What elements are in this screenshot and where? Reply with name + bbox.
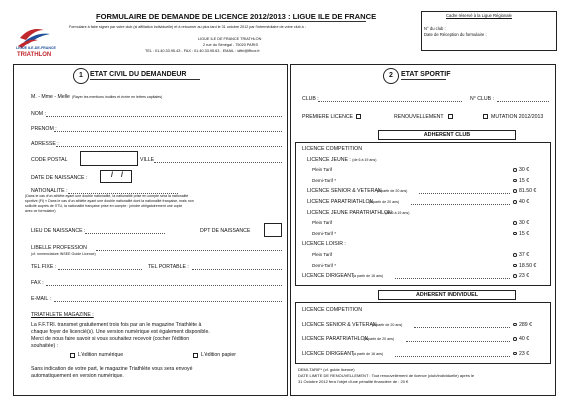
mutation-checkbox[interactable] [483,114,488,119]
prenom-label: PRENOM : [31,126,57,132]
club-row-label: Demi-Tarif * [312,262,336,268]
section-number-1: 1 [73,68,89,84]
club-row-label: LICENCE LOISIR : [302,241,346,248]
renouvellement-label: RENOUVELLEMENT [394,114,444,120]
tel-portable-field[interactable] [192,269,282,270]
edition-papier-checkbox[interactable] [193,353,198,358]
indiv-row-hint: (à partir de 20 ans) [363,337,395,341]
profession-field[interactable] [96,250,282,251]
nom-field[interactable] [46,116,282,117]
etat-sportif-underline [401,79,446,80]
club-price: 30 € [519,167,530,174]
indiv-row-hint: (à partir de 16 ans) [352,351,384,356]
club-price-radio[interactable] [513,253,517,257]
club-price: 23 € [519,273,530,280]
club-no-label: N° du club : [424,26,446,31]
etat-civil-title: ETAT CIVIL DU DEMANDEUR [90,71,187,78]
libelle-profession-label: LIBELLE PROFESSION [31,245,87,251]
club-row-label: Demi-Tarif * [312,177,336,183]
tel-portable-label: TEL PORTABLE : [148,264,189,270]
club-price-radio[interactable] [513,179,517,183]
club-row-hint: (à partir de 20 ans) [377,189,408,194]
lieu-naissance-label: LIEU DE NAISSANCE : [31,228,86,234]
magazine-note-2: automatiquement en version numérique. [31,373,124,379]
title-underline [96,21,366,22]
magazine-text-2: chaque foyer de licencié(s). Une version numérique est également disponible. [31,329,210,335]
club-price-radio[interactable] [513,168,517,172]
indiv-row-label: LICENCE COMPETITION [302,307,362,313]
magazine-text-4: souhaitée) : [31,343,59,349]
org-name: LIGUE ILE DE FRANCE TRIATHLON [198,37,262,41]
indiv-leader [406,341,510,342]
magazine-text-1: La F.F.TRI. transmet gratuitement trois fois par an le magazine Triathlète à [31,322,202,328]
club-leader [395,278,510,279]
club-price-radio[interactable] [513,189,517,193]
tel-fixe-field[interactable] [58,269,142,270]
logo-text-2: TRIATHLON [17,52,52,58]
indiv-price-radio[interactable] [513,323,517,327]
indiv-row-label: LICENCE SENIOR & VETERAN [302,321,377,328]
indiv-price: 289 € [519,321,532,328]
club-price-radio[interactable] [513,232,517,236]
club-row-label: Plein Tarif [312,167,333,173]
indiv-price: 40 € [519,336,530,342]
dpt-naissance-label: DPT DE NAISSANCE [200,228,251,234]
club-row-hint: (à partir de 20 ans) [368,200,400,204]
nat-note-2: sportive (FI) « Dans le cas d'un athlète ayant une double nationalité dont la nationalité française, mais non [25,199,194,203]
club-row-hint: (à partir de 16 ans) [352,274,384,279]
org-contact: TEL : 01.40.33.95.43 - FAX : 01.40.33.95.63 - EMAIL : idftri@ffbox.fr [145,49,260,53]
club-row-label: LICENCE SENIOR & VETERAN [307,188,382,195]
club-row-label: LICENCE DIRIGEANT [302,273,355,280]
code-postal-field[interactable] [80,151,138,166]
club-price-radio[interactable] [513,264,517,268]
section-number-2: 2 [383,68,399,84]
indiv-price-radio[interactable] [513,337,517,341]
premiere-licence-checkbox[interactable] [356,114,361,119]
club-price: 18.50 € [519,262,537,269]
adresse-label: ADRESSE : [31,141,59,147]
prenom-field[interactable] [54,131,282,132]
org-address: 2 rue du Sénégal - 75020 PARIS [203,43,259,47]
fax-field[interactable] [46,285,282,286]
reserved-title: Cadre réservé à la Ligue Régionale [446,13,512,18]
magazine-title: TRIATHLETE MAGAZINE : [31,312,94,318]
nom-label: NOM : [31,111,46,117]
profession-hint: (cf. nomenclature INSEE Guide Licence) [31,252,96,256]
club-field[interactable] [318,101,462,102]
club-row-label: LICENCE COMPETITION [302,146,362,152]
club-price: 30 € [519,220,530,227]
lieu-naissance-field[interactable] [85,233,165,234]
civility-label: M. - Mme - Melle [31,94,70,100]
tel-fixe-label: TEL FIXE : [31,264,57,270]
etat-civil-underline [90,79,200,80]
edition-numerique-checkbox[interactable] [70,353,75,358]
nat-note-3: sollicité auprès de l'ITU, la nationalité française prise en compte : joindre obligatoirement une copie [25,204,183,208]
club-price: 15 € [519,230,530,237]
num-club-field[interactable] [497,101,549,102]
club-row-label: LICENCE JEUNE PARATRIATHLON [307,209,392,216]
late-note-2: 31 Octobre 2012 fera l'objet d'une pénalité financière de : 20 € [298,379,409,384]
ligue-logo [14,22,64,66]
club-row-label: Demi-Tarif * [312,230,336,236]
indiv-row-hint: (à partir de 20 ans) [372,322,403,327]
reception-label: Date de Réception du formulaire : [424,32,487,37]
mutation-label: MUTATION 2012/2013 [491,114,544,120]
etat-sportif-title: ETAT SPORTIF [401,71,451,78]
ville-label: VILLE [140,157,155,163]
club-row-label: LICENCE PARATRIATHLON [307,199,374,205]
date-naissance-label: DATE DE NAISSANCE : [31,175,88,181]
date-naissance-field[interactable] [100,170,132,183]
club-price: 15 € [519,177,530,184]
page-title: FORMULAIRE DE DEMANDE DE LICENCE 2012/2013 : LIGUE ILE DE FRANCE [96,12,377,21]
edition-numerique-label: L'édition numérique [78,352,124,358]
num-club-label: N° CLUB : [470,96,494,102]
indiv-price: 23 € [519,350,530,357]
club-row-label: Plein Tarif [312,252,333,257]
club-price-radio[interactable] [513,200,517,204]
renouvellement-checkbox[interactable] [448,114,453,119]
indiv-row-label: LICENCE DIRIGEANT [302,350,355,357]
date-sep-2: / [121,172,123,179]
page-subtitle: Formulaire à faire signer par votre club (si affiliation individuelle) et à retourner au plus tard le 31 octobre 2012 par l'intermédiaire de votre club à : [69,25,306,29]
dpt-naissance-field[interactable] [264,223,282,237]
late-note-1: DATE LIMITE DE RENOUVELLEMENT : Tout renouvellement de licence (club/individuelle) après le [298,373,475,378]
adherent-individuel-header: ADHERENT INDIVIDUEL [378,290,516,300]
triathlon-logo-icon [14,22,64,66]
club-price: 37 € [519,252,530,258]
magazine-note-1: Sans indication de votre part, le magazine Triathlète vous sera envoyé [31,366,193,372]
code-postal-label: CODE POSTAL [31,157,68,163]
club-row-hint: (de 6 à 19 ans) [352,157,377,162]
club-price: 81.50 € [519,188,537,195]
adresse-field[interactable] [56,146,282,147]
indiv-price-radio[interactable] [513,352,517,356]
civility-hint: (Rayer les mentions inutiles et écrire en lettres capitales) [72,95,163,99]
nationalite-label: NATIONALITE : [31,188,68,194]
indiv-leader [414,327,510,328]
ville-field[interactable] [154,162,282,163]
adherent-club-header: ADHERENT CLUB [378,130,516,140]
club-label: CLUB : [302,96,319,102]
club-price-radio[interactable] [513,221,517,225]
club-leader [419,193,510,194]
edition-papier-label: L'édition papier [201,352,237,358]
premiere-licence-label: PREMIERE LICENCE [302,114,354,120]
email-field[interactable] [54,301,282,302]
club-row-label: Plein Tarif [312,220,333,226]
demi-tarif-note: DEMI-TARIF* (cf. guide licence) [298,367,355,372]
logo-text-1: LIGUE ILE-DE-FRANCE [16,46,56,50]
fax-label: FAX : [31,280,44,286]
nat-note-1: (Dans le cas d'un athlète ayant une double nationalité, la nationalité prise en compte sera la nationalité [25,194,189,198]
club-row-label: LICENCE JEUNE : [307,156,351,163]
indiv-row-label: LICENCE PARATRIATHLON [302,336,369,342]
club-price-radio[interactable] [513,274,517,278]
club-leader [411,204,510,205]
magazine-text-3: Merci de nous faire savoir si vous souhaitez recevoir (cocher l'édition [31,336,190,342]
email-label: E-MAIL : [31,296,51,302]
indiv-leader [395,356,510,357]
nat-note-4: avec ce formulaire) [25,209,56,213]
club-row-hint: (de 6 à 19 ans) [385,210,410,215]
club-price: 40 € [519,199,530,205]
date-sep-1: / [111,172,113,179]
